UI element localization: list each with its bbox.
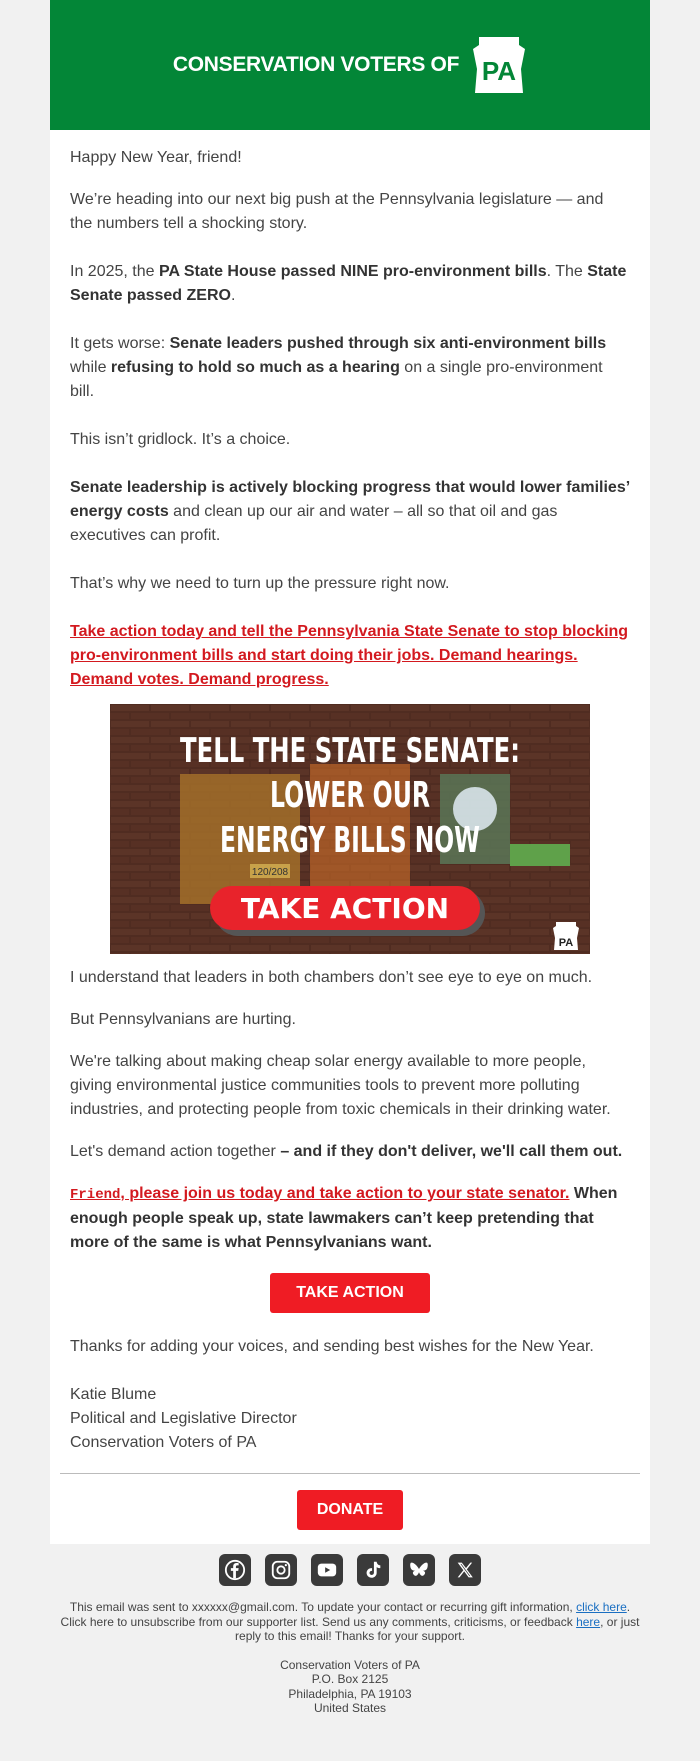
- take-action-link[interactable]: Take action today and tell the Pennsylvania State Senate to stop blocking pro-environment bills and start doing their jobs. Demand hearings. Demand votes. Demand progress.: [70, 623, 629, 688]
- take-action-button[interactable]: TAKE ACTION: [270, 1273, 430, 1313]
- x-icon[interactable]: [449, 1554, 481, 1586]
- signature: [70, 1383, 630, 1455]
- paragraph-worse: It gets worse: Senate leaders pushed through six anti-environment bills while refusing to hold so much as a hearing on a single pro-environment bill.: [70, 335, 607, 400]
- update-info-link[interactable]: click here: [576, 1600, 627, 1614]
- footer-text: [50, 1600, 650, 1644]
- tiktok-icon[interactable]: [357, 1554, 389, 1586]
- banner-image: [110, 704, 590, 954]
- paragraph-intro: We’re heading into our next big push at the Pennsylvania legislature — and the numbers tell a shocking story.: [70, 191, 604, 232]
- take-action-banner[interactable]: [110, 704, 590, 954]
- instagram-icon[interactable]: [265, 1554, 297, 1586]
- feedback-link[interactable]: here: [576, 1614, 601, 1629]
- banner-line-3: ENERGY BILLS NOW: [220, 820, 480, 861]
- banner-line-1: TELL THE STATE SENATE:: [180, 731, 520, 771]
- keystone-logo-icon: [471, 35, 527, 95]
- bluesky-icon[interactable]: [403, 1554, 435, 1586]
- address-org: Conservation Voters of PA: [280, 1657, 420, 1672]
- donate-button[interactable]: DONATE: [297, 1490, 403, 1530]
- greeting: Happy New Year, friend!: [70, 149, 242, 166]
- email-container: [50, 0, 650, 1756]
- address-country: United States: [313, 1701, 387, 1715]
- paragraph-choice: This isn’t gridlock. It’s a choice.: [70, 431, 291, 448]
- logo-text: PA: [482, 56, 517, 86]
- paragraph-solar: We're talking about making cheap solar energy available to more people, giving environmental justice communities tools to prevent more polluting industries, and protecting people from toxic chemicals in their drinking water.: [70, 1053, 611, 1118]
- paragraph-leadership: Senate leadership is actively blocking progress that would lower families’ energy costs and clean up our air and water – all so that oil and gas executives can profit.: [70, 479, 630, 544]
- paragraph-thanks: Thanks for adding your voices, and sending best wishes for the New Year.: [70, 1338, 594, 1355]
- youtube-icon[interactable]: [311, 1554, 343, 1586]
- banner-line-2: LOWER OUR: [270, 775, 430, 816]
- join-action-link[interactable]: Friend, please join us today and take action to your state senator.: [70, 1185, 570, 1203]
- address-city: Philadelphia, PA 19103: [288, 1686, 412, 1701]
- email-header: [50, 0, 650, 130]
- paragraph-pressure: That’s why we need to turn up the pressure right now.: [70, 575, 450, 592]
- mailing-address: [50, 1658, 650, 1756]
- divider: [60, 1473, 640, 1474]
- meter-tag: 120/208: [251, 867, 289, 878]
- address-po-box: P.O. Box 2125: [311, 1672, 389, 1686]
- paragraph-join: Friend, please join us today and take action to your state senator. When enough people speak up, state lawmakers can’t keep pretending that more of the same is what Pennsylvanians want.: [70, 1185, 618, 1251]
- signature-title: Political and Legislative Director: [70, 1410, 297, 1427]
- paragraph-cta: [70, 620, 630, 692]
- paragraph-stats: In 2025, the PA State House passed NINE pro-environment bills. The State Senate passed ZERO.: [70, 263, 627, 304]
- banner-take-action-text: TAKE ACTION: [240, 892, 450, 925]
- paragraph-demand: Let's demand action together – and if they don't deliver, we'll call them out.: [70, 1143, 623, 1160]
- email-body: [50, 130, 650, 1544]
- paragraph-hurting: But Pennsylvanians are hurting.: [70, 1011, 296, 1028]
- footer-line-2: Click here to unsubscribe from our supporter list. Send us any comments, criticisms, or feedback here, or just reply to this email! Thanks for your support.: [60, 1614, 640, 1643]
- signature-org: Conservation Voters of PA: [70, 1434, 257, 1451]
- paragraph-leaders: I understand that leaders in both chambers don’t see eye to eye on much.: [70, 969, 593, 986]
- social-links: [50, 1544, 650, 1600]
- facebook-icon[interactable]: [219, 1554, 251, 1586]
- footer-line-1: This email was sent to xxxxxx@gmail.com. To update your contact or recurring gift information, click here.: [69, 1600, 631, 1614]
- banner-logo-text: PA: [558, 937, 574, 949]
- brand-text: CONSERVATION VOTERS OF: [172, 53, 460, 76]
- signature-name: Katie Blume: [70, 1386, 157, 1403]
